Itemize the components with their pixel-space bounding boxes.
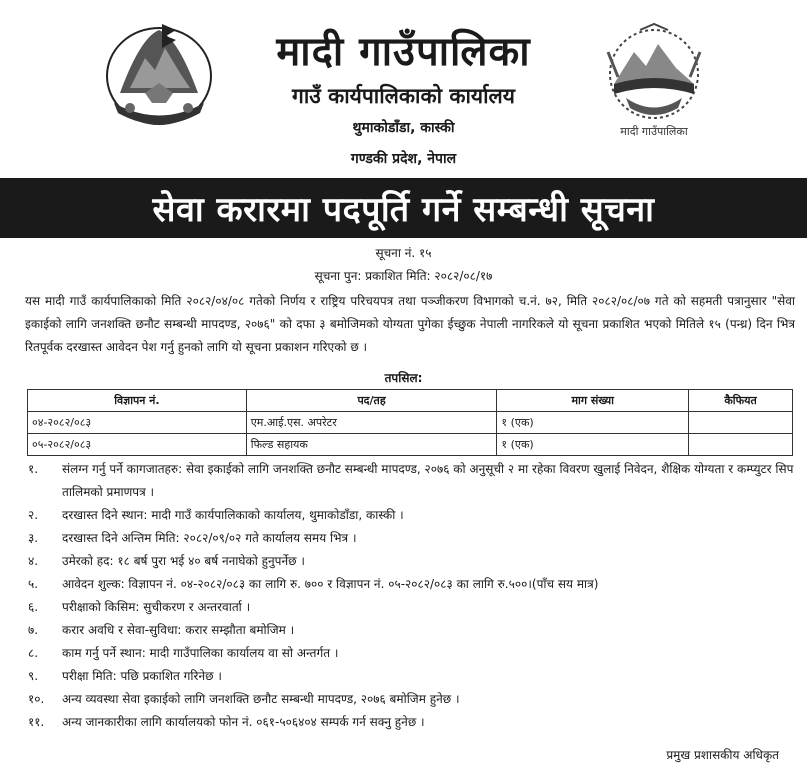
- header-remarks: कैफियत: [689, 390, 793, 412]
- header-ad-number: विज्ञापन नं.: [28, 390, 247, 412]
- intro-paragraph: यस मादी गाउँ कार्यपालिकाको मिति २०८२/०४/०८ गतेको निर्णय र राष्ट्रिय परिचयपत्र तथा पञ्जीकरण विभागको च.नं. ७२, मिति २०८२/०८/०७ गते को सहमती पत्रानुसार "सेवा इकाईको लागि जनशक्ति छनौट सम्बन्धी मापदण्ड, २०७६" को दफा ३ बमोजिमको योग्यता पुगेका ईच्छुक नेपाली नागरिकले यो सूचना प्रकाशित भएको मितिले १५ (पन्ध्र) दिन भित्र रितपूर्वक दरखास्त आवेदन पेश गर्नु हुनको लागि यो सूचना प्रकाशन गरिएको छ ।: [25, 294, 795, 354]
- item-number: ९.: [28, 669, 39, 683]
- cell-remarks: [689, 412, 793, 434]
- office-address: थुमाकोडाँडा, कास्की: [352, 120, 455, 136]
- item-text: उमेरको हद: १८ बर्ष पुरा भई ४० बर्ष ननाघेको हुनुपर्नेछ ।: [62, 554, 305, 568]
- banner-title: सेवा करारमा पदपूर्ति गर्ने सम्बन्धी सूचना: [152, 190, 655, 230]
- list-item: [28, 504, 798, 527]
- table-row: [28, 434, 793, 456]
- list-item: [28, 665, 798, 688]
- cell-ad-number: ०४-२०८२/०८३: [28, 412, 247, 434]
- item-text: परीक्षा मिति: पछि प्रकाशित गरिनेछ ।: [62, 669, 222, 683]
- cell-post-level: एम.आई.एस. अपरेटर: [246, 412, 497, 434]
- org-name: मादी गाउँपालिका: [276, 28, 531, 75]
- item-text: दरखास्त दिने अन्तिम मिति: २०८२/०९/०२ गते कार्यालय समय भित्र ।: [62, 531, 357, 545]
- office-name: गाउँ कार्यपालिकाको कार्यालय: [292, 84, 515, 108]
- cell-ad-number: ०५-२०८२/०८३: [28, 434, 247, 456]
- item-text: दरखास्त दिने स्थान: मादी गाउँ कार्यपालिकाको कार्यालय, थुमाकोडाँडा, कास्की ।: [62, 508, 404, 522]
- item-text: आवेदन शुल्क: विज्ञापन नं. ०४-२०८२/०८३ का लागि रु. ७०० र विज्ञापन नं. ०५-२०८२/०८३ का लागि रु.५००।(पाँच सय मात्र): [62, 577, 599, 591]
- item-text: परीक्षाको किसिम: सुचीकरण र अन्तरवार्ता ।: [62, 600, 251, 614]
- notice-number: सूचना नं. १५: [375, 246, 432, 260]
- item-number: १०.: [28, 692, 45, 706]
- municipality-logo-icon: [596, 22, 712, 138]
- item-number: ७.: [28, 623, 39, 637]
- details-title: तपसिल:: [384, 371, 423, 385]
- list-item: [28, 573, 798, 596]
- office-province: गण्डकी प्रदेश, नेपाल: [350, 151, 457, 167]
- table-header-row: [28, 390, 793, 412]
- signoff-title: प्रमुख प्रशासकीय अधिकृत: [666, 748, 779, 762]
- item-number: १.: [28, 462, 39, 476]
- cell-demand-count: १ (एक): [497, 412, 689, 434]
- item-number: २.: [28, 508, 39, 522]
- item-number: ४.: [28, 554, 39, 568]
- cell-remarks: [689, 434, 793, 456]
- conditions-list: [28, 458, 798, 734]
- cell-post-level: फिल्ड सहायक: [246, 434, 497, 456]
- letterhead: [0, 0, 807, 178]
- item-text: काम गर्नु पर्ने स्थान: मादी गाउँपालिका कार्यालय वा सो अन्तर्गत ।: [62, 646, 339, 660]
- list-item: [28, 596, 798, 619]
- item-text: अन्य व्यवस्था सेवा इकाईको लागि जनशक्ति छनौट सम्बन्धी मापदण्ड, २०७६ बमोजिम हुनेछ ।: [62, 692, 460, 706]
- item-number: ११.: [28, 715, 45, 729]
- list-item: [28, 527, 798, 550]
- notice-republished-date: सूचना पुन: प्रकाशित मिति: २०८२/०८/१७: [314, 269, 493, 283]
- municipality-logo-caption: मादी गाउँपालिका: [620, 125, 688, 138]
- list-item: [28, 642, 798, 665]
- cell-demand-count: १ (एक): [497, 434, 689, 456]
- item-text: अन्य जानकारीका लागि कार्यालयको फोन नं. ०६१-५०६४०४ सम्पर्क गर्न सक्नु हुनेछ ।: [62, 715, 425, 729]
- header-post-level: पद/तह: [246, 390, 497, 412]
- vacancy-table: [27, 389, 793, 456]
- notice-banner: [0, 178, 807, 238]
- list-item: [28, 711, 798, 734]
- item-number: ५.: [28, 577, 39, 591]
- item-text: संलग्न गर्नु पर्ने कागजातहरु: सेवा इकाईको लागि जनशक्ति छनौट सम्बन्धी मापदण्ड, २०७६ को अनुसूची २ मा रहेका विवरण खुलाई निवेदन, शैक्षिक योग्यता र कम्प्युटर सिप तालिमको प्रमाणपत्र ।: [62, 462, 794, 499]
- list-item: [28, 458, 798, 504]
- item-number: ३.: [28, 531, 39, 545]
- item-number: ८.: [28, 646, 39, 660]
- list-item: [28, 550, 798, 573]
- item-text: करार अवधि र सेवा-सुविधा: करार सम्झौता बमोजिम ।: [62, 623, 295, 637]
- list-item: [28, 619, 798, 642]
- header-demand-count: माग संख्या: [497, 390, 689, 412]
- list-item: [28, 688, 798, 711]
- table-row: [28, 412, 793, 434]
- item-number: ६.: [28, 600, 39, 614]
